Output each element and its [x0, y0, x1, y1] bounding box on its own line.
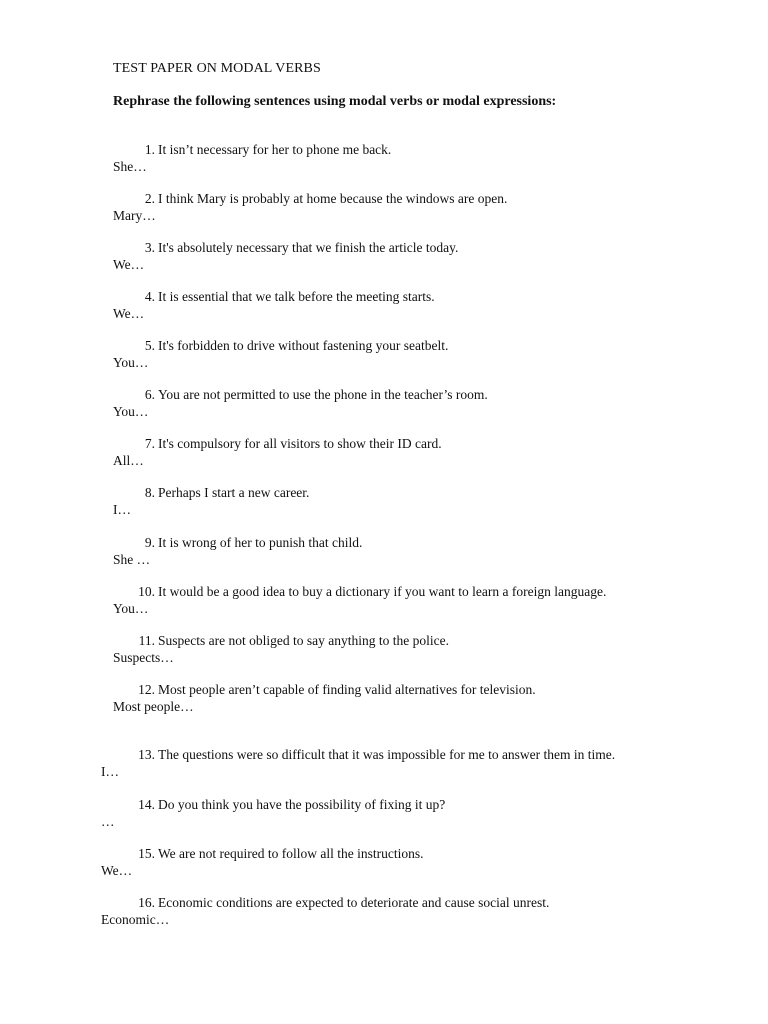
question-text: Most people aren’t capable of finding valid alternatives for television.	[158, 682, 536, 697]
answer-start: You…	[113, 355, 149, 370]
question-number: 13.	[138, 747, 155, 762]
question-number: 9.	[144, 535, 155, 550]
question	[133, 796, 445, 813]
question	[133, 583, 606, 600]
answer-start: We…	[113, 306, 145, 321]
question	[133, 435, 442, 452]
question-number: 10.	[138, 584, 155, 599]
question-number: 1.	[144, 142, 155, 157]
question-number: 6.	[144, 387, 155, 402]
question	[133, 845, 423, 862]
question-text: It is essential that we talk before the meeting starts.	[158, 289, 435, 304]
question-text: It's absolutely necessary that we finish the article today.	[158, 240, 459, 255]
answer-start: We…	[113, 257, 145, 272]
answer-start: We…	[101, 863, 133, 878]
question	[133, 190, 507, 207]
question	[133, 484, 309, 501]
question	[133, 288, 435, 305]
question-text: It isn’t necessary for her to phone me back.	[158, 142, 392, 157]
question-text: You are not permitted to use the phone in the teacher’s room.	[158, 387, 488, 402]
question-text: The questions were so difficult that it was impossible for me to answer them in time.	[158, 747, 616, 762]
instructions: Rephrase the following sentences using modal verbs or modal expressions:	[113, 94, 557, 109]
question-number: 7.	[144, 436, 155, 451]
question-text: We are not required to follow all the instructions.	[158, 846, 424, 861]
answer-start: Mary…	[113, 208, 156, 223]
question-number: 15.	[138, 846, 155, 861]
question-text: Suspects are not obliged to say anything to the police.	[158, 633, 449, 648]
answer-start: She…	[113, 159, 147, 174]
answer-start: Suspects…	[113, 650, 174, 665]
answer-start: …	[101, 814, 115, 829]
question	[133, 746, 615, 763]
question-text: It's forbidden to drive without fastening your seatbelt.	[158, 338, 449, 353]
answer-start: I…	[113, 502, 131, 517]
answer-start: Economic…	[101, 912, 170, 927]
question	[133, 894, 549, 911]
page-title: TEST PAPER ON MODAL VERBS	[113, 61, 321, 76]
question-text: Perhaps I start a new career.	[158, 485, 310, 500]
answer-start: All…	[113, 453, 144, 468]
question-number: 5.	[144, 338, 155, 353]
question-number: 14.	[138, 797, 155, 812]
question-text: Do you think you have the possibility of fixing it up?	[158, 797, 446, 812]
question	[133, 534, 362, 551]
question	[133, 337, 448, 354]
answer-start: You…	[113, 601, 149, 616]
question-text: It is wrong of her to punish that child.	[158, 535, 363, 550]
question	[133, 681, 536, 698]
question-number: 16.	[138, 895, 155, 910]
answer-start: I…	[101, 764, 119, 779]
answer-start: She …	[113, 552, 151, 567]
question	[133, 141, 391, 158]
question	[133, 386, 488, 403]
answer-start: Most people…	[113, 699, 194, 714]
question-number: 3.	[144, 240, 155, 255]
question-number: 11.	[138, 633, 155, 648]
question-number: 2.	[144, 191, 155, 206]
question	[133, 632, 449, 649]
answer-start: You…	[113, 404, 149, 419]
question-number: 8.	[144, 485, 155, 500]
question-text: I think Mary is probably at home because the windows are open.	[158, 191, 508, 206]
question-text: It's compulsory for all visitors to show their ID card.	[158, 436, 442, 451]
question-number: 12.	[138, 682, 155, 697]
question-text: Economic conditions are expected to deteriorate and cause social unrest.	[158, 895, 550, 910]
question-number: 4.	[144, 289, 155, 304]
question-text: It would be a good idea to buy a dictionary if you want to learn a foreign language.	[158, 584, 607, 599]
question	[133, 239, 458, 256]
